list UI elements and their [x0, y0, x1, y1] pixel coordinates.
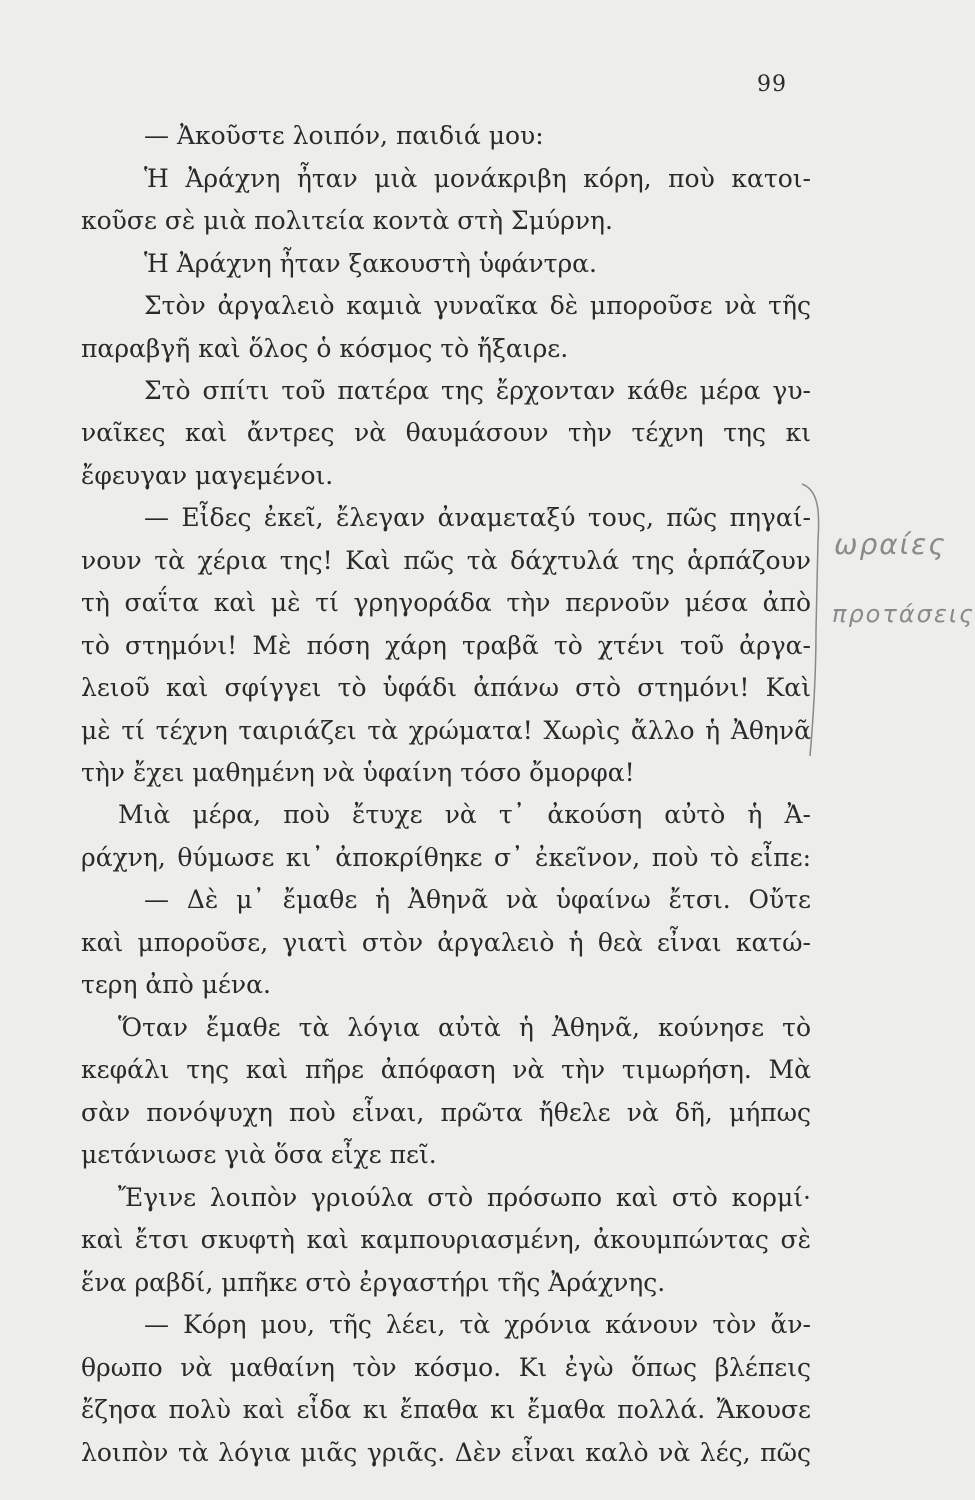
text-line: Ἡ Ἀράχνη ἦταν μιὰ μονάκριβη κόρη, ποὺ κατοι- — [144, 164, 811, 193]
text-line: κεφάλι της καὶ πῆρε ἀπόφαση νὰ τὴν τιμωρήση. Μὰ — [81, 1055, 811, 1084]
text-line: θρωπο νὰ μαθαίνη τὸν κόσμο. Κι ἐγὼ ὅπως βλέπεις — [81, 1353, 811, 1382]
text-line: Μιὰ μέρα, ποὺ ἔτυχε νὰ τ᾿ ἀκούση αὐτὸ ἡ Ἀ- — [118, 800, 811, 829]
text-line: παραβγῆ καὶ ὅλος ὁ κόσμος τὸ ἤξαιρε. — [81, 334, 569, 363]
text-line: Ὅταν ἔμαθε τὰ λόγια αὐτὰ ἡ Ἀθηνᾶ, κούνησε τὸ — [118, 1013, 811, 1042]
text-line: ἔζησα πολὺ καὶ εἶδα κι ἔπαθα κι ἔμαθα πολλά. Ἄκουσε — [81, 1395, 811, 1424]
text-line: μὲ τί τέχνη ταιριάζει τὰ χρώματα! Χωρὶς ἄλλο ἡ Ἀθηνᾶ — [81, 716, 811, 745]
handwritten-bracket — [798, 480, 828, 760]
text-line: Ἔγινε λοιπὸν γριούλα στὸ πρόσωπο καὶ στὸ κορμί· — [118, 1183, 811, 1212]
text-line: λοιπὸν τὰ λόγια μιᾶς γριᾶς. Δὲν εἶναι καλὸ νὰ λές, πῶς — [81, 1438, 811, 1467]
margin-note: προτάσεις — [832, 600, 975, 628]
text-line: μετάνιωσε γιὰ ὅσα εἶχε πεῖ. — [81, 1140, 437, 1169]
text-line: καὶ ἔτσι σκυφτὴ καὶ καμπουριασμένη, ἀκουμπώντας σὲ — [81, 1225, 811, 1254]
text-line: ἕνα ραβδί, μπῆκε στὸ ἐργαστήρι τῆς Ἀράχνης. — [81, 1268, 666, 1297]
text-line: κοῦσε σὲ μιὰ πολιτεία κοντὰ στὴ Σμύρνη. — [81, 206, 613, 235]
text-line: Ἡ Ἀράχνη ἦταν ξακουστὴ ὑφάντρα. — [144, 249, 597, 278]
text-line: — Ἀκοῦστε λοιπόν, παιδιά μου: — [144, 121, 544, 150]
text-line: τὴ σαΐτα καὶ μὲ τί γρηγοράδα τὴν περνοῦν μέσα ἀπὸ — [81, 588, 811, 617]
text-line: Στὸν ἀργαλειὸ καμιὰ γυναῖκα δὲ μποροῦσε νὰ τῆς — [144, 291, 811, 320]
text-line: ἔφευγαν μαγεμένοι. — [81, 461, 334, 490]
text-line: καὶ μποροῦσε, γιατὶ στὸν ἀργαλειὸ ἡ θεὰ εἶναι κατώ- — [81, 928, 811, 957]
page-number: 99 — [757, 72, 787, 97]
text-line: — Εἶδες ἐκεῖ, ἔλεγαν ἀναμεταξύ τους, πῶς πηγαί- — [144, 503, 811, 532]
text-line: — Κόρη μου, τῆς λέει, τὰ χρόνια κάνουν τὸν ἄν- — [144, 1310, 811, 1339]
text-line: τερη ἀπὸ μένα. — [81, 970, 271, 999]
margin-note: ωραίες — [834, 528, 947, 561]
text-line: ράχνη, θύμωσε κι᾿ ἀποκρίθηκε σ᾿ ἐκεῖνον, ποὺ τὸ εἶπε: — [81, 843, 811, 872]
text-line: σὰν πονόψυχη ποὺ εἶναι, πρῶτα ἤθελε νὰ δῆ, μήπως — [81, 1098, 811, 1127]
text-line: τὸ στημόνι! Μὲ πόση χάρη τραβᾶ τὸ χτένι τοῦ ἀργα- — [81, 631, 811, 660]
text-line: νουν τὰ χέρια της! Καὶ πῶς τὰ δάχτυλά της ἁρπάζουν — [81, 546, 811, 575]
text-line: — Δὲ μ᾿ ἔμαθε ἡ Ἀθηνᾶ νὰ ὑφαίνω ἔτσι. Οὔτε — [144, 885, 811, 914]
text-line: ναῖκες καὶ ἄντρες νὰ θαυμάσουν τὴν τέχνη της κι — [81, 418, 811, 447]
text-line: λειοῦ καὶ σφίγγει τὸ ὑφάδι ἀπάνω στὸ στημόνι! Καὶ — [81, 673, 811, 702]
text-line: Στὸ σπίτι τοῦ πατέρα της ἔρχονταν κάθε μέρα γυ- — [144, 376, 811, 405]
text-line: τὴν ἔχει μαθημένη νὰ ὑφαίνη τόσο ὄμορφα! — [81, 758, 635, 787]
